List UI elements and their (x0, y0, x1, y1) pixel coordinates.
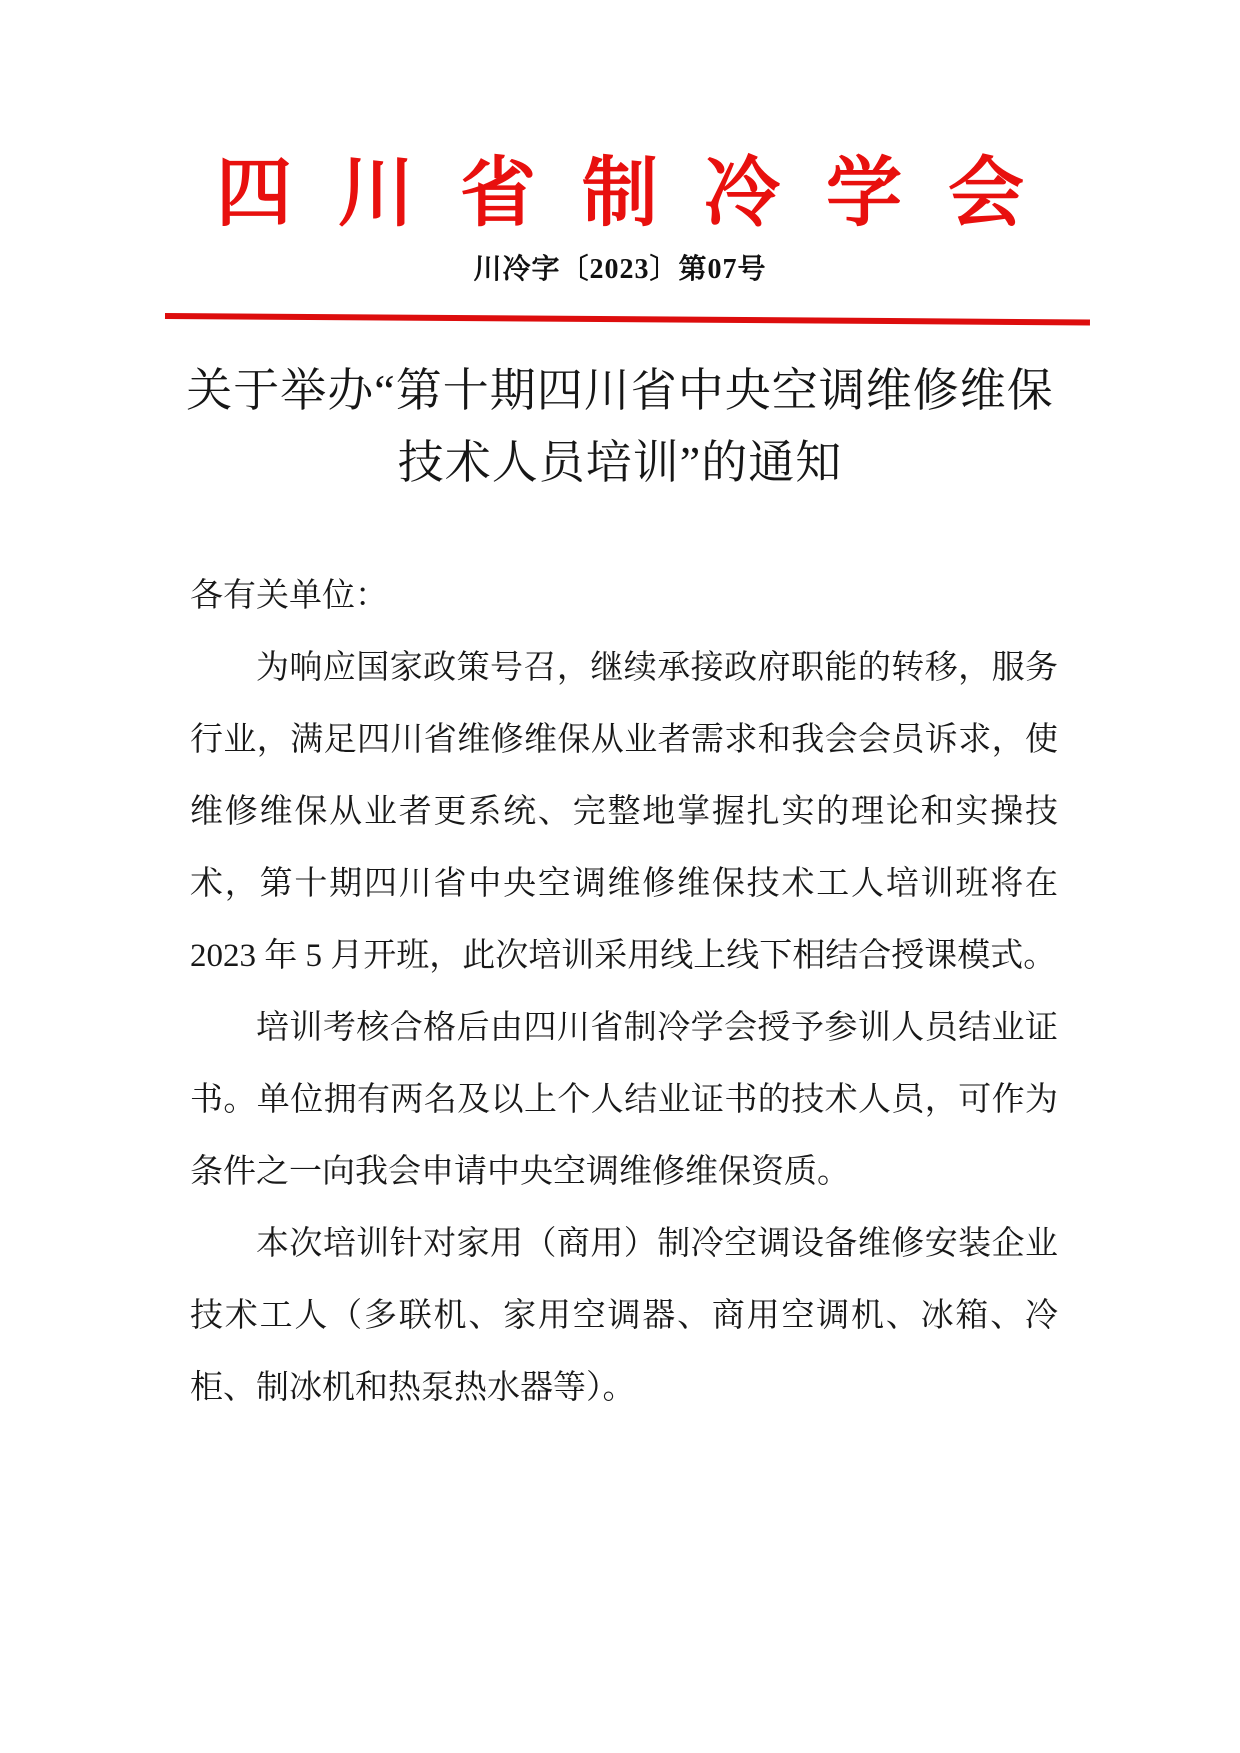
body-paragraph: 本次培训针对家用（商用）制冷空调设备维修安装企业技术工人（多联机、家用空调器、商用空调机、冰箱、冷柜、制冰机和热泵热水器等）。 (190, 1226, 1058, 1406)
notice-body (190, 560, 1058, 1424)
notice-title-line-1: 关于举办“第十期四川省中央空调维修维保 (186, 365, 1054, 416)
red-divider-rule (165, 313, 1090, 325)
document-reference-number: 川冷字〔2023〕第07号 (473, 254, 767, 285)
body-paragraph: 为响应国家政策号召，继续承接政府职能的转移，服务行业，满足四川省维修维保从业者需求和我会会员诉求，使维修维保从业者更系统、完整地掌握扎实的理论和实操技术，第十期四川省中央空调维修维保技术工人培训班将在 2023 年 5 月开班，此次培训采用线上线下相结合授课模式。 (190, 650, 1058, 974)
notice-title-line-2: 技术人员培训”的通知 (397, 437, 843, 488)
body-paragraph: 培训考核合格后由四川省制冷学会授予参训人员结业证书。单位拥有两名及以上个人结业证书的技术人员，可作为条件之一向我会申请中央空调维修维保资质。 (190, 1010, 1058, 1190)
notice-title (0, 355, 1240, 499)
organization-masthead-title: 四川省制冷学会 (216, 152, 1070, 236)
salutation: 各有关单位： (190, 578, 388, 614)
